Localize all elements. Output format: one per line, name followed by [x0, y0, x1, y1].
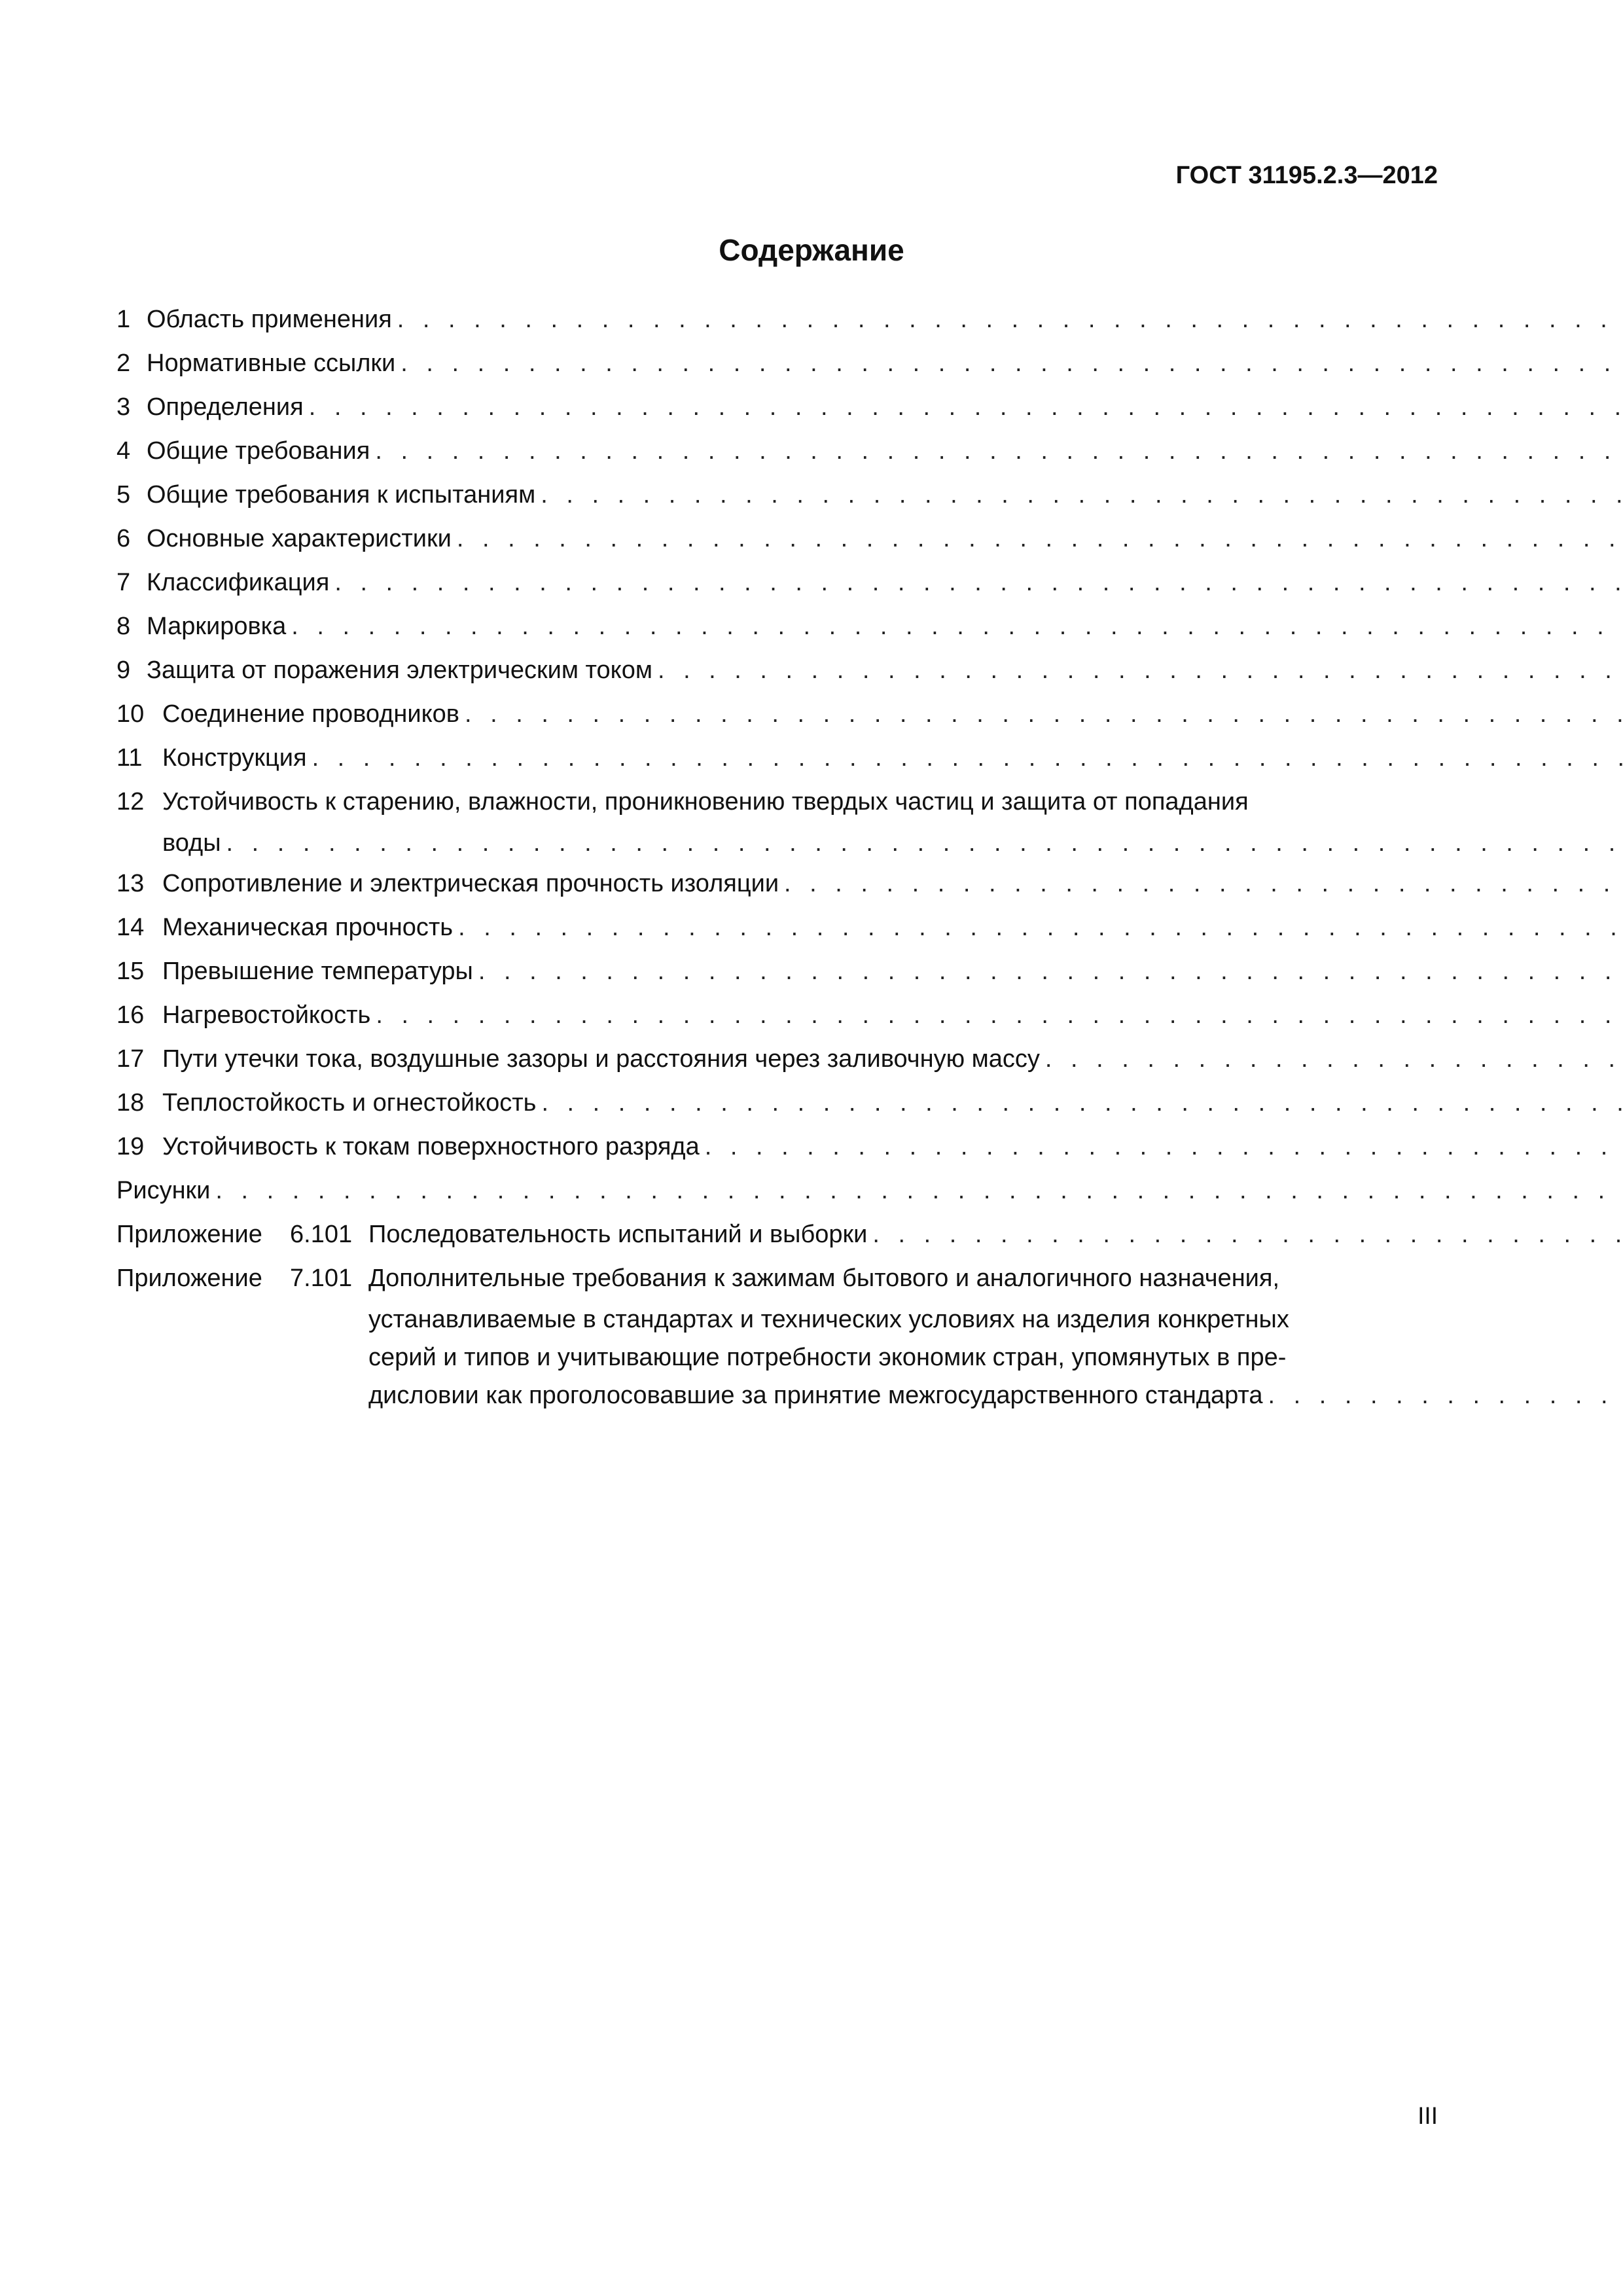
entry-number: 6 — [116, 525, 131, 552]
dot-leader — [541, 1081, 1623, 1125]
dot-leader — [309, 386, 1623, 429]
entry-title-line: Устойчивость к старению, влажности, проникновению твердых частиц и защита от попадания — [162, 788, 1249, 816]
dot-leader — [784, 862, 1623, 906]
entry-number: 15 — [116, 958, 145, 985]
entry-number: 3 — [116, 393, 131, 421]
annex-title-line: Дополнительные требования к зажимам бытового и аналогичного назначения, — [368, 1265, 1280, 1292]
entry-number: 13 — [116, 870, 145, 897]
dot-leader — [215, 1169, 1623, 1213]
entry-title: Устойчивость к токам поверхностного разряда — [162, 1133, 700, 1160]
entry-title: Конструкция — [162, 744, 307, 772]
entry-title: Классификация — [147, 569, 330, 596]
toc-entry[interactable] — [116, 605, 1440, 649]
toc-entry[interactable] — [116, 429, 1440, 473]
entry-number: 10 — [116, 700, 145, 728]
entry-title: Нагревостойкость — [162, 1001, 371, 1029]
entry-title: Соединение проводников — [162, 700, 459, 728]
toc-entry[interactable] — [116, 950, 1440, 994]
toc-entry-figures[interactable] — [116, 1169, 1440, 1213]
entry-title: Теплостойкость и огнестойкость — [162, 1089, 537, 1117]
entry-number: 2 — [116, 350, 131, 377]
entry-number: 5 — [116, 481, 131, 509]
entry-title: Сопротивление и электрическая прочность изоляции — [162, 870, 779, 897]
entry-title: Пути утечки тока, воздушные зазоры и расстояния через заливочную массу — [162, 1045, 1040, 1073]
entry-title-line: воды — [162, 829, 221, 857]
dot-leader — [401, 342, 1623, 386]
dot-leader — [312, 736, 1623, 780]
toc-entry[interactable] — [116, 473, 1440, 517]
toc-title: Содержание — [719, 233, 904, 267]
toc-entry[interactable] — [116, 517, 1440, 561]
entry-title: Механическая прочность — [162, 914, 454, 941]
toc-entry[interactable] — [116, 692, 1440, 736]
dot-leader — [872, 1213, 1623, 1257]
annex-number: 6.101 — [290, 1221, 353, 1248]
dot-leader — [376, 994, 1623, 1037]
dot-leader — [478, 950, 1623, 994]
dot-leader — [1045, 1037, 1623, 1081]
toc-entry[interactable] — [116, 780, 1440, 862]
annex-label: Приложение — [116, 1265, 262, 1292]
annex-title-line: серий и типов и учитывающие потребности экономик стран, упомянутых в пре- — [368, 1344, 1287, 1371]
entry-number: 4 — [116, 437, 131, 465]
entry-title: Маркировка — [147, 613, 287, 640]
entry-title: Защита от поражения электрическим током — [147, 656, 652, 684]
table-of-contents — [116, 298, 1440, 1414]
toc-entry[interactable] — [116, 736, 1440, 780]
entry-title: Основные характеристики — [147, 525, 452, 552]
entry-title: Нормативные ссылки — [147, 350, 396, 377]
toc-entry[interactable] — [116, 561, 1440, 605]
dot-leader — [541, 473, 1623, 517]
dot-leader — [226, 824, 1623, 862]
toc-entry-annex[interactable] — [116, 1257, 1440, 1414]
document-code: ГОСТ 31195.2.3—2012 — [1175, 162, 1438, 189]
entry-title: Превышение температуры — [162, 958, 473, 985]
toc-entry[interactable] — [116, 1037, 1440, 1081]
entry-title: Общие требования к испытаниям — [147, 481, 536, 509]
annex-number: 7.101 — [290, 1265, 353, 1292]
toc-entry[interactable] — [116, 1125, 1440, 1169]
entry-number: 12 — [116, 788, 145, 816]
entry-number: 19 — [116, 1133, 145, 1160]
page-number: III — [1418, 2102, 1438, 2129]
dot-leader — [465, 692, 1623, 736]
dot-leader — [291, 605, 1623, 649]
entry-number: 9 — [116, 656, 131, 684]
dot-leader — [705, 1125, 1623, 1169]
dot-leader — [334, 561, 1623, 605]
annex-title-line: устанавливаемые в стандартах и технических условиях на изделия конкретных — [368, 1306, 1289, 1333]
toc-entry[interactable] — [116, 906, 1440, 950]
entry-number: 11 — [116, 744, 143, 772]
entry-number: 18 — [116, 1089, 145, 1117]
dot-leader — [397, 298, 1623, 342]
entry-title: Рисунки — [116, 1177, 211, 1204]
toc-entry[interactable] — [116, 1081, 1440, 1125]
entry-title: Область применения — [147, 306, 392, 333]
dot-leader — [375, 429, 1623, 473]
annex-title: Последовательность испытаний и выборки — [368, 1221, 868, 1248]
dot-leader — [1268, 1376, 1623, 1414]
dot-leader — [457, 517, 1623, 561]
entry-title: Определения — [147, 393, 304, 421]
annex-label: Приложение — [116, 1221, 262, 1248]
entry-number: 17 — [116, 1045, 145, 1073]
toc-entry[interactable] — [116, 649, 1440, 692]
toc-entry[interactable] — [116, 342, 1440, 386]
dot-leader — [658, 649, 1623, 692]
entry-number: 1 — [116, 306, 131, 333]
dot-leader — [458, 906, 1623, 950]
toc-entry-annex[interactable] — [116, 1213, 1440, 1257]
annex-title-line: дисловии как проголосовавшие за принятие межгосударственного стандарта — [368, 1382, 1263, 1409]
entry-title: Общие требования — [147, 437, 370, 465]
entry-number: 16 — [116, 1001, 145, 1029]
toc-entry[interactable] — [116, 994, 1440, 1037]
entry-number: 7 — [116, 569, 131, 596]
toc-entry[interactable] — [116, 862, 1440, 906]
toc-entry[interactable] — [116, 386, 1440, 429]
toc-entry[interactable] — [116, 298, 1440, 342]
entry-number: 8 — [116, 613, 131, 640]
entry-number: 14 — [116, 914, 145, 941]
